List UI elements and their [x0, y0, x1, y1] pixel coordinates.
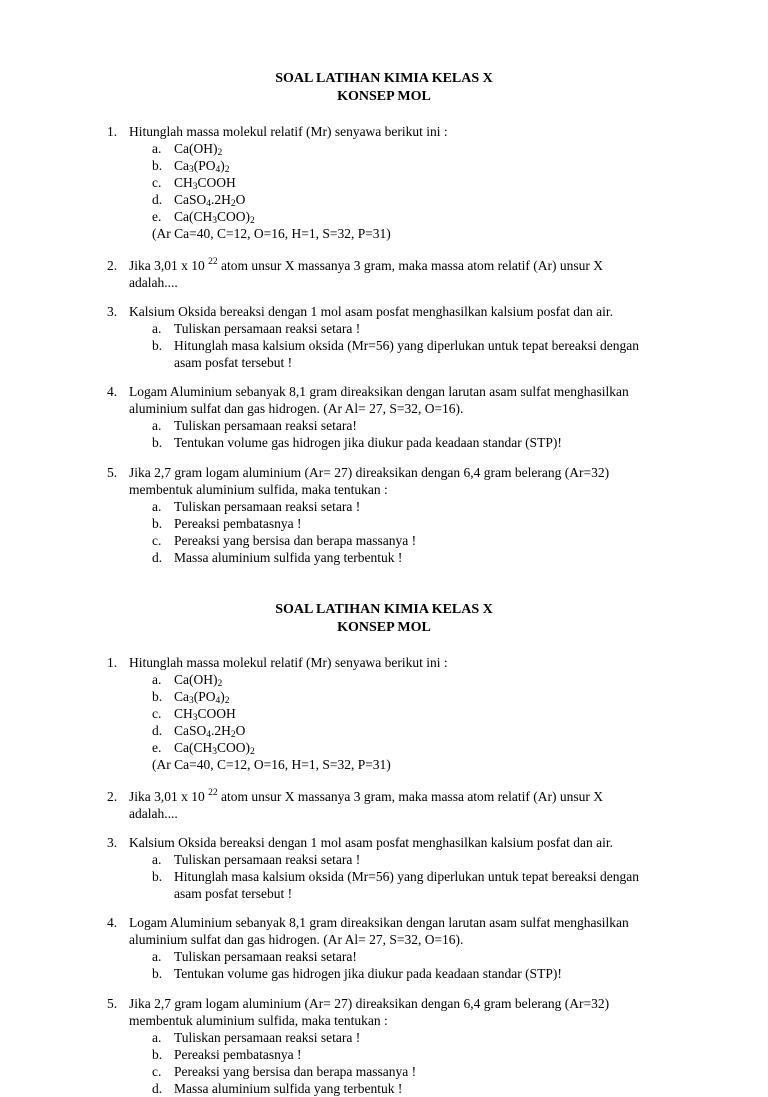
compound-formula: $CaSO_4.2H_2O$: [174, 192, 246, 209]
item-label: d.: [152, 723, 163, 738]
compound-formula: $Ca(CH_3COO)_2$: [174, 209, 255, 226]
item-label: b.: [152, 689, 163, 704]
item-label: d.: [152, 192, 163, 207]
question-text: Logam Aluminium sebanyak 8,1 gram direaksikan dengan larutan asam sulfat menghasilkan: [129, 915, 629, 930]
question-number: 3.: [107, 835, 118, 850]
question-number: 1.: [107, 124, 118, 139]
question-number: 2.: [107, 258, 118, 273]
question-text-line2: aluminium sulfat dan gas hidrogen. (Ar Al= 27, S=32, O=16).: [129, 932, 464, 947]
question-text-line2: aluminium sulfat dan gas hidrogen. (Ar Al= 27, S=32, O=16).: [129, 401, 464, 416]
question-number: 5.: [107, 996, 118, 1011]
question-text: Hitunglah massa molekul relatif (Mr) senyawa berikut ini :: [129, 124, 448, 139]
document-page: SOAL LATIHAN KIMIA KELAS X KONSEP MOL 1. Hitunglah massa molekul relatif (Mr) senyawa berikut ini : a. $Ca(OH)_2$ b. $Ca_3(PO_4)_2$ c. $CH_3COOH$ d. $CaSO_4.2H_2O$ e. $Ca(CH_3COO)_2$ (Ar Ca=40, C=12, O=16, H=1, S=32, P=31) 2. Jika 3,01 x 10 $^{22}$ atom unsur X massanya 3 gram, maka massa atom relatif (Ar) unsur X adalah.... 3. Kalsium Oksida bereaksi dengan 1 mol asam posfat menghasilkan kalsium posfat dan air. a. Tuliskan persamaan reaksi setara ! b. Hitunglah masa kalsium oksida (Mr=56) yang diperlukan untuk tepat bereaksi dengan asam posfat tersebut ! 4. Logam Aluminium sebanyak 8,1 gram direaksikan dengan larutan asam sulfat menghasilkan aluminium sulfat dan gas hidrogen. (Ar Al= 27, S=32, O=16). a. Tuliskan persamaan reaksi setara! b. Tentukan volume gas hidrogen jika diukur pada keadaan standar (STP)! 5. Jika 2,7 gram logam aluminium (Ar= 27) direaksikan dengan 6,4 gram belerang (Ar=32) membentuk aluminium sulfida, maka tentukan : a. Tuliskan persamaan reaksi setara ! b. Pereaksi pembatasnya ! c. Pereaksi yang bersisa dan berapa massanya ! d. Massa aluminium sulfida yang terbentuk ! SOAL LATIHAN KIMIA KELAS X KONSEP MOL 1. Hitunglah massa molekul relatif (Mr) senyawa berikut ini : a. $Ca(OH)_2$ b. $Ca_3(PO_4)_2$ c. $CH_3COOH$ d. $CaSO_4.2H_2O$ e. $Ca(CH_3COO)_2$ (Ar Ca=40, C=12, O=16, H=1, S=32, P=31) 2. Jika 3,01 x 10 $^{22}$ atom unsur X massanya 3 gram, maka massa atom relatif (Ar) unsur X adalah.... 3. Kalsium Oksida bereaksi dengan 1 mol asam posfat menghasilkan kalsium posfat dan air. a. Tuliskan persamaan reaksi setara ! b. Hitunglah masa kalsium oksida (Mr=56) yang diperlukan untuk tepat bereaksi dengan asam posfat tersebut ! 4. Logam Aluminium sebanyak 8,1 gram direaksikan dengan larutan asam sulfat menghasilkan aluminium sulfat dan gas hidrogen. (Ar Al= 27, S=32, O=16). a. Tuliskan persamaan reaksi setara! b. Tentukan volume gas hidrogen jika diukur pada keadaan standar (STP)! 5. Jika 2,7 gram logam aluminium (Ar= 27) direaksikan dengan 6,4 gram belerang (Ar=32) membentuk aluminium sulfida, maka tentukan : a. Tuliskan persamaan reaksi setara ! b. Pereaksi pembatasnya ! c. Pereaksi yang bersisa dan berapa massanya ! d. Massa aluminium sulfida yang terbentuk !: [0, 0, 768, 1024]
compound-formula: $Ca_3(PO_4)_2$: [174, 689, 230, 706]
question-number: 2.: [107, 789, 118, 804]
worksheet-title: SOAL LATIHAN KIMIA KELAS X: [275, 602, 493, 617]
question-text: Logam Aluminium sebanyak 8,1 gram direaksikan dengan larutan asam sulfat menghasilkan: [129, 384, 629, 399]
item-label: b.: [152, 158, 163, 173]
compound-formula: $Ca(CH_3COO)_2$: [174, 740, 255, 757]
question-text: Jika 2,7 gram logam aluminium (Ar= 27) direaksikan dengan 6,4 gram belerang (Ar=32): [129, 465, 610, 480]
item-label: e.: [152, 209, 162, 224]
question-text: Jika 2,7 gram logam aluminium (Ar= 27) direaksikan dengan 6,4 gram belerang (Ar=32): [129, 996, 610, 1011]
question-text: Hitunglah massa molekul relatif (Mr) senyawa berikut ini :: [129, 655, 448, 670]
compound-formula: $CaSO_4.2H_2O$: [174, 723, 246, 740]
question-number: 4.: [107, 915, 118, 930]
question-text: Jika 3,01 x 10 $^{22}$ atom unsur X massanya 3 gram, maka massa atom relatif (Ar) unsur X: [129, 257, 604, 273]
item-label: e.: [152, 740, 162, 755]
worksheet-title: SOAL LATIHAN KIMIA KELAS X: [275, 71, 493, 86]
compound-formula: $CH_3COOH$: [174, 706, 236, 723]
question-number: 3.: [107, 304, 118, 319]
question-number: 4.: [107, 384, 118, 399]
question-text-line2: adalah....: [129, 806, 178, 821]
question-text: Kalsium Oksida bereaksi dengan 1 mol asam posfat menghasilkan kalsium posfat dan air.: [129, 304, 614, 319]
compound-formula: $CH_3COOH$: [174, 175, 236, 192]
question-number: 5.: [107, 465, 118, 480]
compound-formula: $Ca(OH)_2$: [174, 672, 223, 689]
item-label: c.: [152, 175, 162, 190]
compound-formula: $Ca_3(PO_4)_2$: [174, 158, 230, 175]
item-label: a.: [152, 672, 162, 687]
question-text: Kalsium Oksida bereaksi dengan 1 mol asam posfat menghasilkan kalsium posfat dan air.: [129, 835, 614, 850]
question-text-line2: membentuk aluminium sulfida, maka tentukan :: [129, 1013, 388, 1028]
question-text: Jika 3,01 x 10 $^{22}$ atom unsur X massanya 3 gram, maka massa atom relatif (Ar) unsur X: [129, 788, 604, 804]
worksheet-subtitle: KONSEP MOL: [337, 620, 431, 635]
question-number: 1.: [107, 655, 118, 670]
question-text-line2: membentuk aluminium sulfida, maka tentukan :: [129, 482, 388, 497]
item-label: a.: [152, 141, 162, 156]
question-text-line2: adalah....: [129, 275, 178, 290]
item-label: c.: [152, 706, 162, 721]
compound-formula: $Ca(OH)_2$: [174, 141, 223, 158]
worksheet-subtitle: KONSEP MOL: [337, 89, 431, 104]
